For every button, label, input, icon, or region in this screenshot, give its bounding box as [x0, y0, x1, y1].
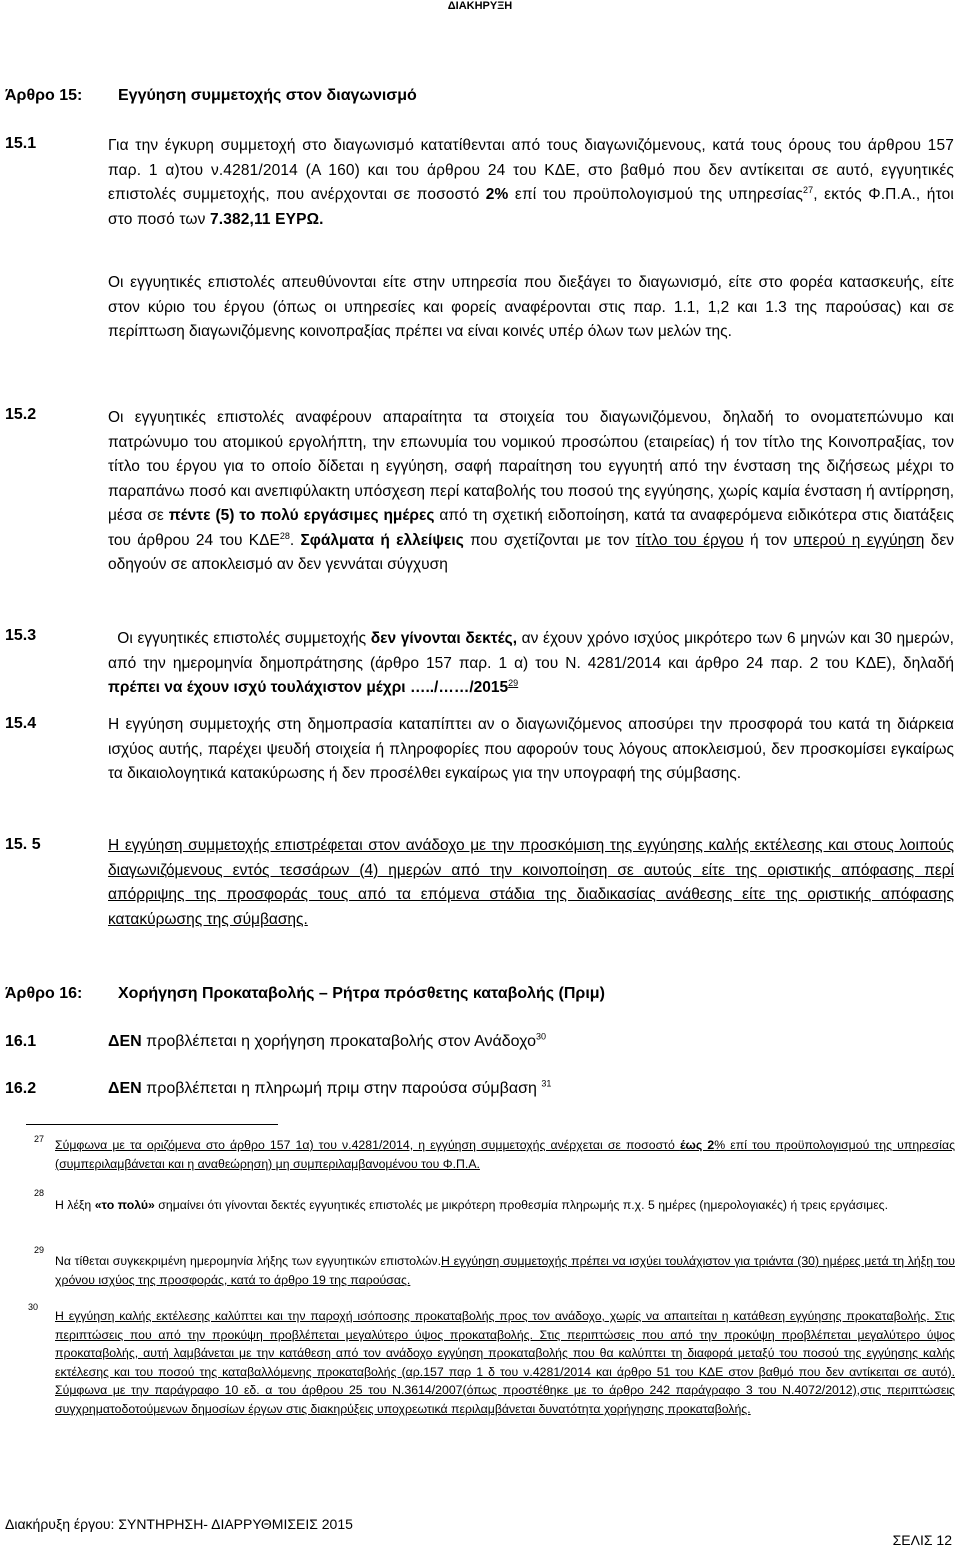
article-16-label: Άρθρο 16: — [5, 985, 83, 1002]
section-number: 15.4 — [5, 715, 37, 732]
section-number: 15.2 — [5, 406, 37, 423]
paragraph-15-3: Οι εγγυητικές επιστολές συμμετοχής δεν γίνονται δεκτές, αν έχουν χρόνο ισχύος μικρότερο των 6 μηνών και 30 ημερών, από την ημερομηνία δημοπράτησης (άρθρο 157 παρ. 1 α) του Ν. 4281/2014 και άρθρο 24 παρ. 2 του ΚΔΕ), δηλαδή πρέπει να έχουν ισχύ τουλάχιστον μέχρι …../……/2015$^{29}$ — [108, 630, 954, 696]
paragraph-16-2: ΔΕΝ προβλέπεται η πληρωμή πριμ στην παρούσα σύμβαση $^{31}$ — [108, 1078, 552, 1097]
footnote-mark: 28 — [34, 1188, 45, 1198]
footnote-mark: 29 — [34, 1245, 45, 1255]
page-number: ΣΕΛΙΣ 12 — [892, 1532, 952, 1548]
section-number: 16.2 — [5, 1080, 37, 1097]
section-number: 15. 5 — [5, 836, 41, 853]
footnote-29: Να τίθεται συγκεκριμένη ημερομηνία λήξης των εγγυητικών επιστολών.Η εγγύηση συμμετοχής πρέπει να ισχύει τουλάχιστον για τριάντα (30) ημέρες μετά τη λήξη του χρόνου ισχύος της προσφοράς, κατά το άρθρο 19 της παρούσας. — [55, 1254, 955, 1287]
page-header: ΔΙΑΚΗΡΥΞΗ — [447, 0, 513, 12]
paragraph-15-1-guarantees: Οι εγγυητικές επιστολές απευθύνονται είτε στην υπηρεσία που διεξάγει το διαγωνισμό, είτε στο φορέα κατασκευής, είτε στον κύριο του έργου (όπως οι υπηρεσίες και φορείς αναφέρονται στις παρ. 1.1, 1,2 και 1.3 της παρούσας) και σε περίπτωση διαγωνιζόμενης κοινοπραξίας πρέπει να είναι κοινές υπέρ όλων των μελών της. — [108, 274, 954, 340]
section-number: 15.3 — [5, 627, 37, 644]
article-15-label: Άρθρο 15: — [5, 87, 83, 104]
footnote-30: Η εγγύηση καλής εκτέλεσης καλύπτει και την παροχή ισόποσης προκαταβολής προς τον ανάδοχο, χωρίς να απαιτείται η κατάθεση εγγύησης προκαταβολής. Στις περιπτώσεις που από την προκύψη προβλέπεται μεγαλύτερο ύψος προκαταβολής. Στις περιπτώσεις που από την προκύψη προβλέπεται μεγαλύτερο ύψος προκαταβολής, αυτή λαμβάνεται με την κατάθεση από τον ανάδοχο εγγύηση προκαταβολής που θα καλύπτει τη διαφορά μεταξύ του ποσού της εγγύησης καλής εκτέλεσης και του ποσού της καταβαλλόμενης προκαταβολής (αρ.157 παρ 1 δ του ν.4281/2014 και άρθρο 51 του ΚΔΕ στον βαθμό που δεν αντίκειται σε αυτό). Σύμφωνα με την παράγραφο 10 εδ. α του άρθρου 25 του Ν.3614/2007(όπως προστέθηκε με το άρθρο 242 παράγραφο 3 του Ν.4072/2012),στις περιπτώσεις συγχρηματοδοτούμενων δημοσίων έργων στις διακηρύξεις υποχρεωτικά περιλαμβάνεται δυνατότητα χορήγησης προκαταβολής. — [55, 1309, 955, 1416]
footnote-mark: 30 — [28, 1302, 39, 1312]
footnote-ref: 27 — [802, 184, 814, 195]
paragraph-15-4: Η εγγύηση συμμετοχής στη δημοπρασία καταπίπτει αν ο διαγωνιζόμενος αποσύρει την προσφορά του κατά τη διάρκεια ισχύος αυτής, παρέχει ψευδή στοιχεία ή πληροφορίες που αφορούν τους λόγους αποκλεισμού, δεν προσκομίσει εγκαίρως τα δικαιολογητικά κατακύρωσης ή δεν προσέλθει εγκαίρως για την υπογραφή της σύμβασης. — [108, 716, 954, 782]
article-15-title: Εγγύηση συμμετοχής στον διαγωνισμό — [118, 87, 417, 104]
footnote-mark: 27 — [34, 1134, 45, 1144]
footnote-separator — [26, 1124, 278, 1125]
paragraph-16-1: ΔΕΝ προβλέπεται η χορήγηση προκαταβολής στον Ανάδοχο$^{30}$ — [108, 1031, 547, 1050]
paragraph-15-5: Η εγγύηση συμμετοχής επιστρέφεται στον ανάδοχο με την προσκόμιση της εγγύησης καλής εκτέλεσης και στους λοιπούς διαγωνιζόμενους εντός τεσσάρων (4) ημερών από την κοινοποίηση σε αυτούς είτε της οριστικής απόφασης περί απόρριψης της προσφοράς τους από τα επόμενα στάδια της διαδικασίας ανάθεσης είτε της οριστικής απόφασης κατακύρωσης της σύμβασης. — [108, 837, 954, 928]
section-number: 15.1 — [5, 135, 37, 152]
footnote-28: Η λέξη «το πολύ» σημαίνει ότι γίνονται δεκτές εγγυητικές επιστολές με μικρότερη προθεσμία πληρωμής π.χ. 5 ημέρες (ημερολογιακές) ή τρεις εργάσιμες. — [55, 1198, 889, 1212]
section-number: 16.1 — [5, 1033, 37, 1050]
paragraph-15-2: Οι εγγυητικές επιστολές αναφέρουν απαραίτητα τα στοιχεία του διαγωνιζόμενου, δηλαδή το ονοματεπώνυμο και πατρώνυμο του ατομικού εργολήπτη, την επωνυμία του νομικού προσώπου (εταιρείας) ή τον τίτλο της Κοινοπραξίας, τον τίτλο του έργου για το οποίο δίδεται η εγγύηση, σαφή παραίτηση του εγγυητή από την ένσταση της διζήσεως μέχρι το παραπάνω ποσό και ανεπιφύλακτη υπόσχεση περί καταβολής του ποσού της εγγύησης, χωρίς καμία ένσταση ή αντίρρηση, μέσα σε πέντε (5) το πολύ εργάσιμες ημέρες από τη σχετική ειδοποίηση, κατά τα αναφερόμενα ειδικότερα στις διατάξεις του άρθρου 24 του ΚΔΕ$^{28}$. Σφάλματα ή ελλείψεις που σχετίζονται με τον τίτλο του έργου ή τον υπερού η εγγύηση δεν οδηγούν σε αποκλεισμό αν δεν γεννάται σύγχυση — [108, 409, 954, 573]
footer-project-title: Διακήρυξη έργου: ΣΥΝΤΗΡΗΣΗ- ΔΙΑΡΡΥΘΜΙΣΕΙΣ 2015 — [5, 1516, 353, 1532]
paragraph-15-1: Για την έγκυρη συμμετοχή στο διαγωνισμό κατατίθενται από τους διαγωνιζόμενους, κατά τους όρους του άρθρου 157 παρ. 1 α)του ν.4281/2014 (Α 160) και του άρθρου 24 του ΚΔΕ, στο βαθμό που δεν αντίκειται σε αυτό, εγγυητικές επιστολές συμμετοχής, που ανέρχονται σε ποσοστό 2% επί του προϋπολογισμού της υπηρεσίας$^{27}$, εκτός Φ.Π.Α., ήτοι στο ποσό των 7.382,11 ΕΥΡΩ. — [108, 137, 954, 228]
article-16-title: Χορήγηση Προκαταβολής – Ρήτρα πρόσθετης καταβολής (Πριμ) — [118, 985, 605, 1002]
footnote-27: Σύμφωνα με τα οριζόμενα στο άρθρο 157 1α) του ν.4281/2014, η εγγύηση συμμετοχής ανέρχεται σε ποσοστό έως 2% επί του προϋπολογισμού της υπηρεσίας (συμπεριλαμβάνεται και η αναθεώρηση) μη συμπεριλαμβανομένου του Φ.Π.Α. — [55, 1138, 955, 1171]
